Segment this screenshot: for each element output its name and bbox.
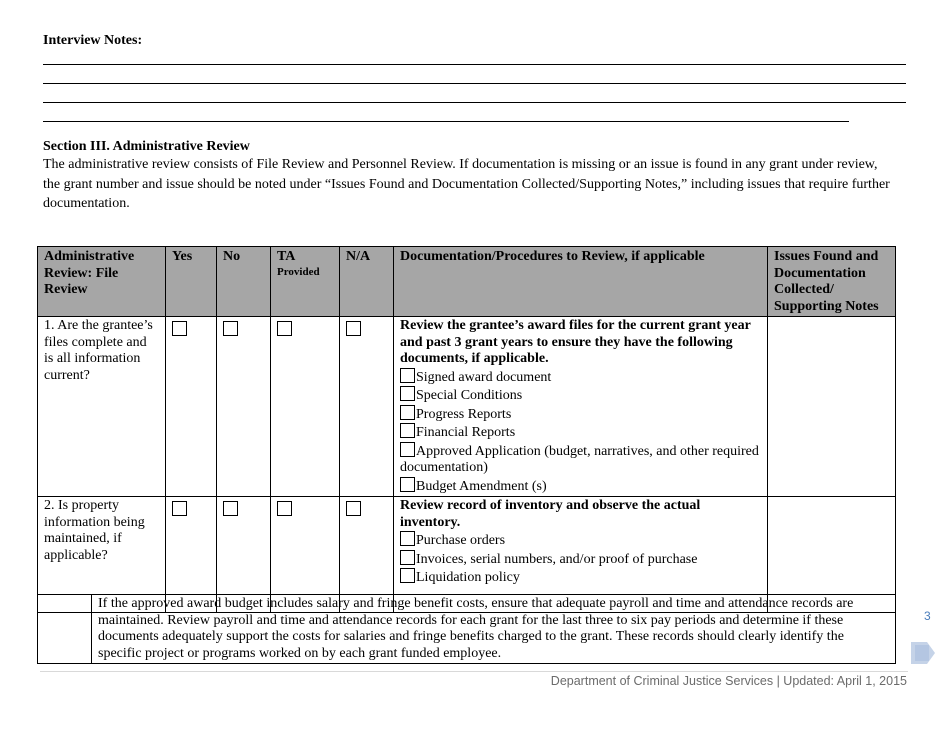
- row-question: 2. Is property information being maintained, if applicable?: [38, 497, 166, 613]
- ta-cell: [271, 317, 340, 497]
- issues-cell[interactable]: [768, 317, 896, 497]
- doc-checkbox[interactable]: [400, 368, 415, 383]
- yes-checkbox[interactable]: [172, 501, 187, 516]
- doc-checkbox[interactable]: [400, 423, 415, 438]
- header-no: No: [217, 247, 271, 317]
- interview-notes-title: Interview Notes:: [43, 33, 143, 48]
- header-review-type: Administrative Review: File Review: [38, 247, 166, 317]
- ta-checkbox[interactable]: [277, 321, 292, 336]
- ta-checkbox[interactable]: [277, 501, 292, 516]
- doc-item: [400, 442, 761, 477]
- page-tab-icon: [911, 640, 935, 666]
- section-title: Section III. Administrative Review: [43, 139, 250, 154]
- table-row: [38, 317, 896, 497]
- na-cell: [340, 317, 394, 497]
- file-review-table: [37, 246, 896, 613]
- notes-line-3: [43, 102, 906, 103]
- row-question: 1. Are the grantee’s files complete and is all information current?: [38, 317, 166, 497]
- header-issues: Issues Found and Documentation Collected/ Supporting Notes: [768, 247, 896, 317]
- doc-item-label: Liquidation policy: [416, 570, 520, 585]
- section-intro: The administrative review consists of File Review and Personnel Review. If documentation is missing or an issue is found in any grant under review, the grant number and issue should be noted under “Issues Found and Documentation Collected/Supporting Notes,” including issues that require further documentation.: [43, 157, 890, 211]
- table-header-row: [38, 247, 896, 317]
- doc-item-label: Signed award document: [416, 369, 552, 385]
- doc-item: [400, 386, 761, 405]
- doc-item: [400, 550, 761, 569]
- doc-item-label: Financial Reports: [416, 425, 516, 440]
- notes-line-1: [43, 64, 906, 65]
- doc-checkbox[interactable]: [400, 442, 415, 457]
- header-ta-sub: Provided: [277, 265, 320, 278]
- header-docs: Documentation/Procedures to Review, if applicable: [394, 247, 768, 317]
- footer-divider: [40, 671, 908, 672]
- doc-checkbox[interactable]: [400, 568, 415, 583]
- no-checkbox[interactable]: [223, 321, 238, 336]
- notes-line-4: [43, 121, 849, 122]
- doc-item: [400, 568, 761, 587]
- na-checkbox[interactable]: [346, 501, 361, 516]
- doc-checkbox[interactable]: [400, 477, 415, 492]
- doc-item: [400, 477, 761, 496]
- doc-item-label: Invoices, serial numbers, and/or proof of purchase: [416, 551, 698, 567]
- doc-item-label: Approved Application (budget, narratives, and other required documentation): [400, 443, 759, 475]
- footer-text: Department of Criminal Justice Services | Updated: April 1, 2015: [550, 674, 907, 688]
- doc-item: [400, 368, 761, 387]
- doc-item-label: Progress Reports: [416, 406, 512, 422]
- payroll-note: If the approved award budget includes salary and fringe benefit costs, ensure that adequate payroll and time and attendance records are maintained. Review payroll and time and attendance records for each grant for the last three to six pay periods and determine if these documents adequately support the costs for salaries and fringe benefits charged to the grant. These records should clearly identify the specific project or programs worked on by each grant funded employee.: [92, 595, 896, 664]
- doc-checkbox[interactable]: [400, 531, 415, 546]
- doc-item: [400, 405, 761, 424]
- header-na: N/A: [340, 247, 394, 317]
- doc-checkbox[interactable]: [400, 405, 415, 420]
- doc-item-label: Purchase orders: [416, 533, 506, 548]
- no-cell: [217, 317, 271, 497]
- doc-checkbox[interactable]: [400, 550, 415, 565]
- na-checkbox[interactable]: [346, 321, 361, 336]
- yes-cell: [166, 317, 217, 497]
- doc-item: [400, 423, 761, 442]
- docs-cell: [394, 317, 768, 497]
- doc-item-label: Special Conditions: [416, 388, 523, 403]
- header-ta: [271, 247, 340, 317]
- note-row: [38, 595, 896, 664]
- yes-checkbox[interactable]: [172, 321, 187, 336]
- no-checkbox[interactable]: [223, 501, 238, 516]
- doc-item: [400, 531, 761, 550]
- payroll-note-table: [37, 594, 896, 664]
- header-yes: Yes: [166, 247, 217, 317]
- notes-line-2: [43, 83, 906, 84]
- note-spacer-cell: [38, 595, 92, 664]
- doc-checkbox[interactable]: [400, 386, 415, 401]
- docs-lead: Review record of inventory and observe the actual inventory.: [400, 498, 701, 530]
- doc-item-label: Budget Amendment (s): [416, 478, 547, 494]
- page-number: 3: [924, 609, 931, 623]
- header-ta-label: TA: [277, 249, 296, 264]
- docs-lead: Review the grantee’s award files for the current grant year and past 3 grant years to ensure they have the following documents, if applicable.: [400, 318, 751, 366]
